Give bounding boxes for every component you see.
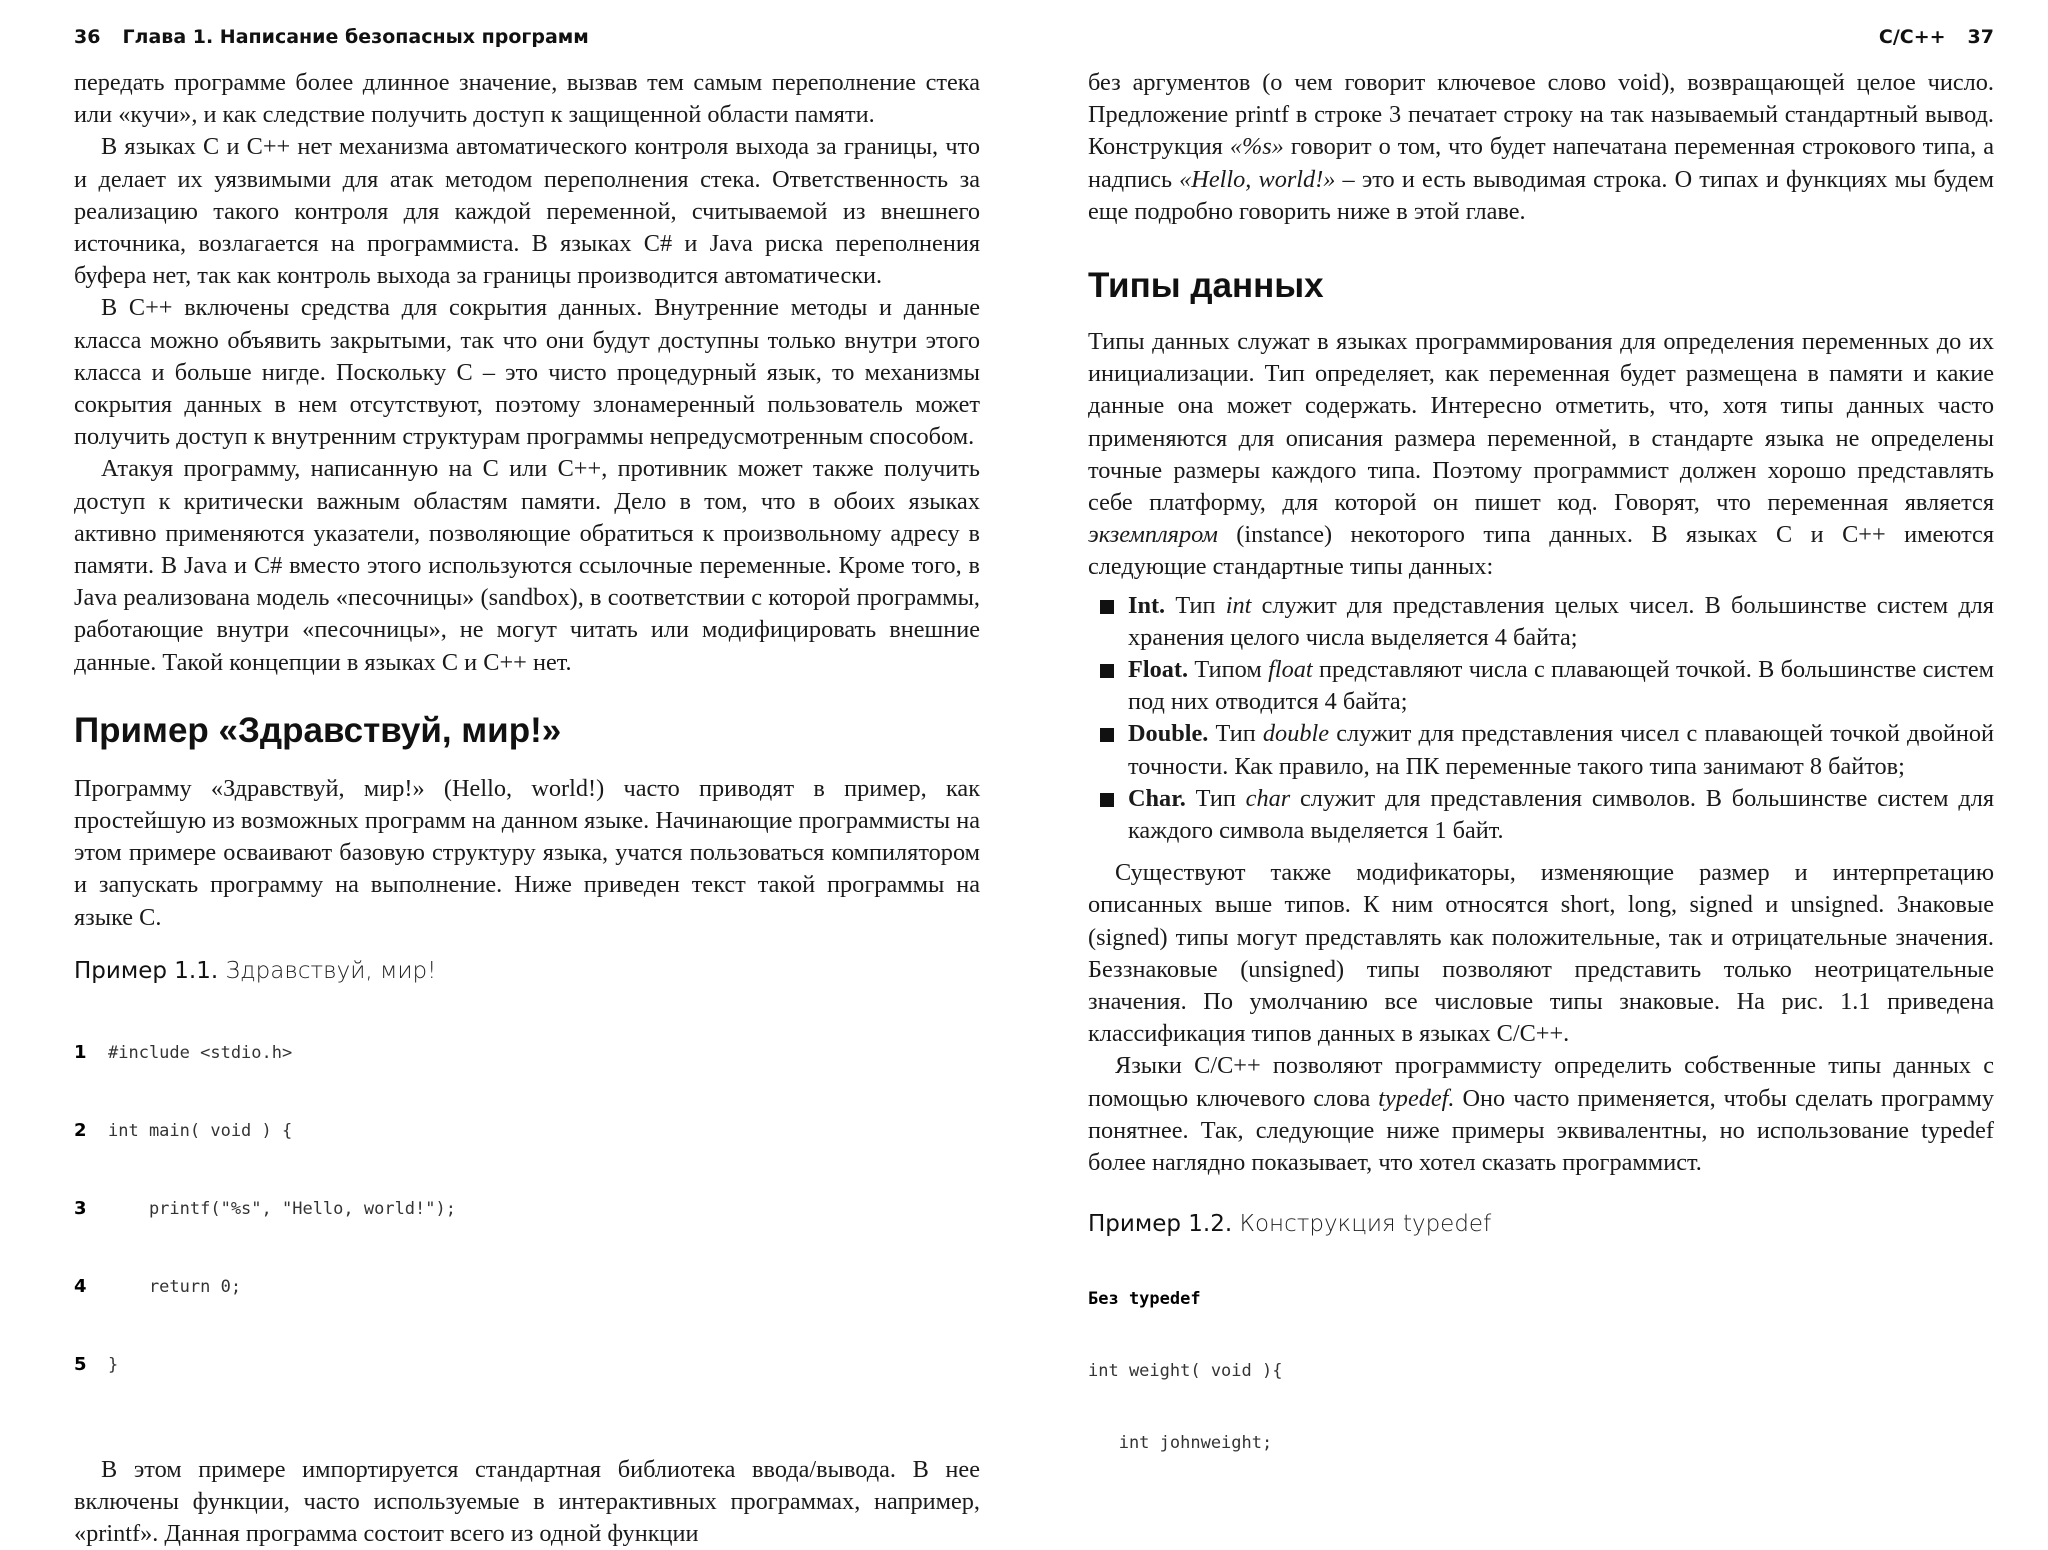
right-running-head (1088, 26, 1994, 56)
text-run-italic: int (1225, 591, 1252, 619)
text-run: – это и есть выводимая строка. О типах и функциях мы будем еще подробно говорить ниже в этой главе. (1088, 165, 1995, 225)
left-running-head (74, 26, 980, 56)
example-title: Конструкция typedef (1239, 1211, 1492, 1238)
line-number: 2 (74, 1119, 87, 1141)
body-paragraph: Существуют также модификаторы, изменяющие размер и интерпретацию описанных выше типов. К ним относятся short, long, signed и unsigned. Знаковые (signed) типы могут представлять как положительные, так и отрицательные значения. Беззнаковые (unsigned) типы позволяют представить только неотрицательные значения. По умолчанию все числовые типы знаковые. На рис. 1.1 приведена классификация типов данных в языках С/С++. (1088, 859, 1994, 1048)
text-run: Языки С/С++ позволяют программисту определить собственные типы данных с помощью ключевого слова (1088, 1052, 1994, 1112)
body-paragraph: Программу «Здравствуй, мир!» (Hello, world!) часто приводят в пример, как простейшую из возможных программ на данном языке. Начинающие программисты на этом примере осваивают базовую структуру языка, учатся пользоваться компилятором и запускать программу на выполнение. Ниже приведен текст такой программы на языке С. (74, 774, 980, 931)
list-item (1088, 654, 1994, 718)
list-item (1088, 590, 1994, 654)
example-number: Пример 1.1. (74, 957, 219, 984)
text-run-italic: char (1245, 784, 1291, 812)
text-run: Тип (1185, 784, 1246, 812)
type-term: Int. (1128, 591, 1166, 619)
list-item (1088, 783, 1994, 847)
code-line (74, 1040, 980, 1066)
text-run: Оно часто применяется, чтобы сделать программу понятнее. Так, следующие ниже примеры эквивалентны, но использование typedef более наглядно показывает, что хотел сказать программист. (1088, 1084, 1994, 1177)
text-run-italic: float (1268, 656, 1313, 684)
code-subheading: Без typedef (1088, 1289, 1201, 1310)
code-text: #include <stdio.h> (108, 1042, 293, 1063)
text-run: Тип (1165, 591, 1226, 619)
data-types-list (1088, 590, 1994, 848)
code-text: printf("%s", "Hello, world!"); (108, 1198, 456, 1219)
code-text: } (108, 1354, 119, 1375)
example-title: Здравствуй, мир! (225, 957, 437, 984)
text-run: служит для представления чисел с плавающей точкой двойной точности. Как правило, на ПК переменные такого типа занимают 8 байтов; (1128, 720, 1995, 780)
body-paragraph: Атакуя программу, написанную на С или С++, противник может также получить доступ к критически важным областям памяти. Дело в том, что в обоих языках активно применяются указатели, позволяющие обратиться к произвольному адресу в памяти. В Java и С# вместо этого используются ссылочные переменные. Кроме того, в Java реализована модель «песочницы» (sandbox), в соответствии с которой программы, работающие внутри «песочницы», не могут читать или модифицировать внешние данные. Такой концепции в языках С и С++ нет. (74, 455, 980, 676)
code-line (74, 1274, 980, 1300)
left-page (74, 0, 980, 1548)
right-page (1088, 0, 1995, 1454)
text-run-italic: typedef. (1378, 1084, 1455, 1112)
code-text: int main( void ) { (108, 1120, 293, 1141)
right-page-content (1088, 67, 1994, 1503)
left-chapter-title: Глава 1. Написание безопасных программ (122, 26, 589, 48)
code-listing (1088, 1239, 1994, 1503)
type-term: Float. (1128, 656, 1189, 684)
square-bullet-icon (1100, 664, 1114, 678)
right-page-number: 37 (1967, 26, 1994, 48)
list-item (1088, 718, 1994, 782)
line-number: 1 (74, 1041, 87, 1063)
code-line (74, 1196, 980, 1222)
square-bullet-icon (1100, 793, 1114, 807)
text-run-italic: экземпляром (1088, 521, 1218, 549)
example-caption (74, 956, 980, 986)
code-listing (74, 988, 980, 1430)
left-page-number: 36 (74, 26, 101, 48)
text-run-italic: «Hello, world!» (1179, 165, 1336, 193)
text-run: служит для представления символов. В большинстве систем для каждого символа выделяется 1 байт. (1128, 784, 1995, 845)
text-run: (instance) некоторого типа данных. В языках С и С++ имеются следующие стандартные типы данных: (1088, 521, 1994, 581)
square-bullet-icon (1100, 728, 1114, 742)
code-text: return 0; (108, 1276, 242, 1297)
body-paragraph: передать программе более длинное значение, вызвав тем самым переполнение стека или «кучи», и как следствие получить доступ к защищенной области памяти. (74, 69, 980, 129)
body-paragraph: В языках С и С++ нет механизма автоматического контроля выхода за границы, что и делает их уязвимыми для атак методом переполнения стека. Ответственность за реализацию такого контроля для каждой переменной, считываемой из внешнего источника, возлагается на программиста. В языках С# и Java риска переполнения буфера нет, так как контроль выхода за границы производится автоматически. (74, 133, 980, 290)
body-paragraph (1088, 326, 1994, 584)
text-run-italic: double (1262, 720, 1330, 748)
left-page-content (74, 67, 980, 1550)
text-run: без аргументов (о чем говорит ключевое слово void), возвращающей целое число. Предложение printf в строке 3 печатает строку на так называемый стандартный вывод. Конструкция (1088, 69, 1994, 161)
body-paragraph (1088, 1050, 1994, 1179)
line-number: 4 (74, 1275, 87, 1297)
code-line: int johnweight; (1088, 1433, 1273, 1454)
text-run: представляют числа с плавающей точкой. В большинстве систем под них отводится 4 байта; (1128, 656, 1995, 716)
example-number: Пример 1.2. (1088, 1211, 1233, 1238)
text-run-italic: «%s» (1229, 133, 1284, 161)
text-run: говорит о том, что будет напечатана переменная строкового типа, а надпись (1088, 133, 1994, 193)
example-caption (1088, 1209, 1994, 1239)
line-number: 5 (74, 1353, 87, 1375)
body-paragraph: В С++ включены средства для сокрытия данных. Внутренние методы и данные класса можно объявить закрытыми, так что они будут доступны только внутри этого класса и больше нигде. Поскольку С – это чисто процедурный язык, то механизмы сокрытия данных в нем отсутствуют, поэтому злонамеренный пользователь может получить доступ к внутренним структурам программы непредусмотренным способом. (74, 294, 980, 451)
code-line (74, 1118, 980, 1144)
square-bullet-icon (1100, 600, 1114, 614)
type-term: Double. (1128, 720, 1209, 748)
text-run: Типом (1188, 656, 1269, 684)
text-run: Типы данных служат в языках программирования для определения переменных до их инициализации. Тип определяет, как переменная будет размещена в памяти и какие данные она может содержать. Интересно отметить, что, хотя типы данных часто применяются для описания размера переменной, в стандарте языка не определены точные размеры каждого типа. Поэтому программист должен хорошо представлять себе платформу, для которой он пишет код. Говорят, что переменная является (1088, 328, 1994, 517)
line-number: 3 (74, 1197, 87, 1219)
text-run: Тип (1208, 720, 1263, 748)
code-line: int weight( void ){ (1088, 1361, 1283, 1382)
section-title-data-types: Типы данных (1088, 266, 1324, 306)
right-section-title: С/С++ (1878, 26, 1946, 48)
code-line (74, 1352, 980, 1378)
body-paragraph (1088, 67, 1994, 228)
section-title-hello-world: Пример «Здравствуй, мир!» (74, 710, 562, 750)
body-paragraph: В этом примере импортируется стандартная библиотека ввода/вывода. В нее включены функции, часто используемые в интерактивных программах, например, «printf». Данная программа состоит всего из одной функции (74, 1455, 980, 1548)
text-run: служит для представления целых чисел. В большинстве систем для хранения целого числа выделяется 4 байта; (1128, 591, 1994, 651)
type-term: Char. (1128, 784, 1186, 812)
